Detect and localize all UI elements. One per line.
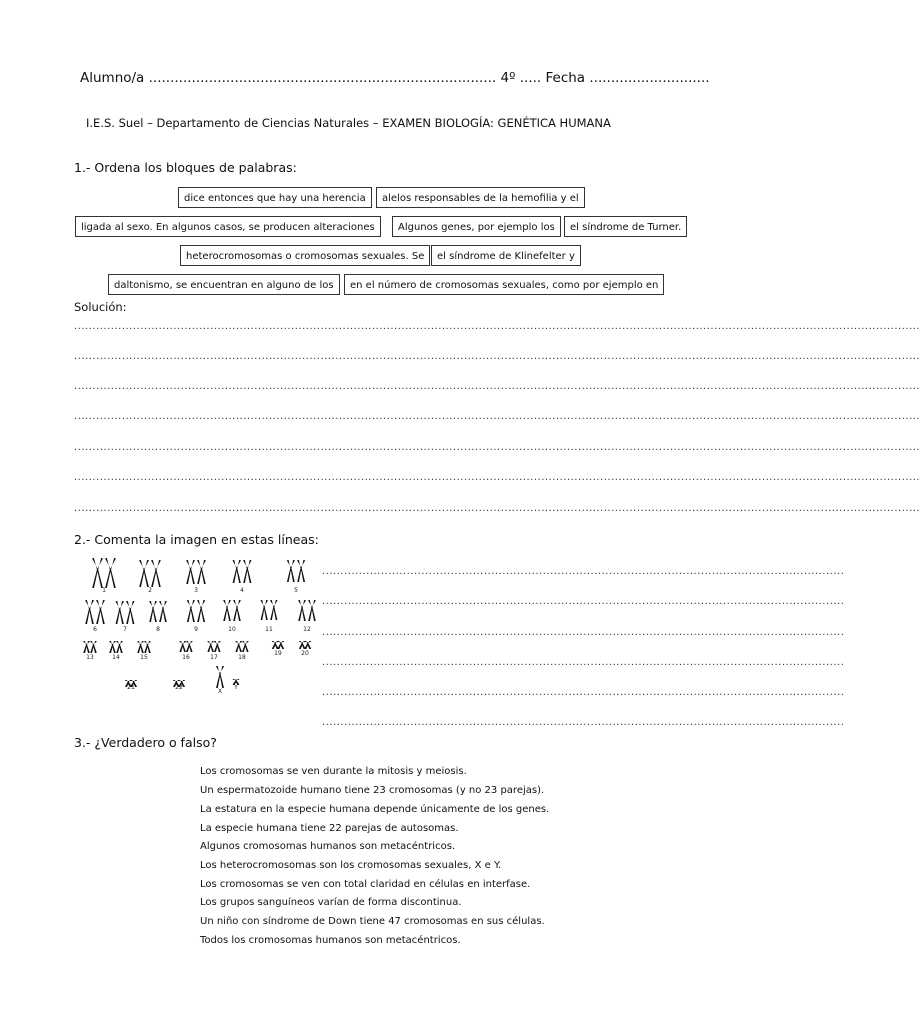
question-1-title: 1.- Ordena los bloques de palabras: [74,160,297,175]
chromosome-number: 3 [194,587,198,594]
chromosome-number: 21 [127,684,135,691]
answer-line: ...................................................................................................................................................................................................................................... [74,503,920,514]
word-block: alelos responsables de la hemofilia y el [376,187,585,208]
chromosome-number: X [217,688,223,695]
chromosome-shape [126,601,134,624]
true-false-statement: Un niño con síndrome de Down tiene 47 cromosomas en sus células. [200,916,545,927]
word-block: heterocromosomas o cromosomas sexuales. Se [180,245,430,266]
chromosome-number: 2 [148,587,152,594]
chromosome-number: 10 [228,626,236,633]
chromosome-shape [207,641,214,652]
chromosome-shape [272,641,279,649]
chromosome-number: 5 [294,587,298,594]
answer-line: ...................................................................................................................................................................................................................................... [74,411,920,422]
answer-line: ...................................................................................................................................................................................................................................... [74,381,920,392]
comment-line: .............................................................................................................................................. [322,657,845,668]
chromosome-number: 6 [93,626,97,633]
chromosome-shape [179,641,186,652]
chromosome-shape [305,641,312,649]
chromosome-shape [186,560,195,584]
chromosome-shape [139,560,149,587]
word-block: daltonismo, se encuentran en alguno de los [108,274,340,295]
chromosome-number: 16 [182,654,190,661]
chromosome-shape [270,600,277,620]
comment-line: .............................................................................................................................................. [322,687,845,698]
chromosome-shape [92,558,103,588]
comment-line: .............................................................................................................................................. [322,717,845,728]
chromosome-number: 13 [86,654,94,661]
chromosome-shape [308,600,316,621]
chromosome-shape [299,641,306,649]
chromosome-shape [233,560,241,583]
chromosome-shape [151,560,161,587]
chromosome-number: 9 [194,626,198,633]
true-false-statement: Algunos cromosomas humanos son metacéntricos. [200,841,456,852]
word-block: ligada al sexo. En algunos casos, se producen alteraciones [75,216,381,237]
word-block: el síndrome de Turner. [564,216,687,237]
school-exam-title: I.E.S. Suel – Departamento de Ciencias Naturales – EXAMEN BIOLOGÍA: GENÉTICA HUMANA [86,116,611,130]
chromosome-shape [116,601,124,624]
chromosome-shape [197,600,205,622]
chromosome-number: 22 [175,684,183,691]
comment-line: .............................................................................................................................................. [322,627,845,638]
true-false-statement: La especie humana tiene 22 parejas de autosomas. [200,823,459,834]
chromosome-shape [96,600,105,624]
chromosome-shape [297,560,305,582]
chromosome-shape [187,600,195,622]
chromosome-number: 17 [210,654,218,661]
answer-line: ...................................................................................................................................................................................................................................... [74,442,920,453]
true-false-statement: Un espermatozoide humano tiene 23 cromosomas (y no 23 parejas). [200,785,545,796]
chromosome-shape [149,601,157,622]
answer-line: ...................................................................................................................................................................................................................................... [74,351,920,362]
chromosome-number: 1 [102,587,106,594]
comment-line: .............................................................................................................................................. [322,596,845,607]
chromosome-shape [197,560,206,584]
question-3-title: 3.- ¿Verdadero o falso? [74,735,217,750]
chromosome-shape [216,666,224,688]
karyotype-image [74,556,324,701]
student-header-line: Alumno/a ................................................................................. 4º ..... Fecha ............................ [80,70,710,86]
chromosome-shape [109,641,116,653]
chromosome-shape [137,641,144,653]
chromosome-shape [83,641,90,653]
chromosome-shape [278,641,285,649]
chromosome-number: 12 [303,626,311,633]
true-false-statement: Los cromosomas se ven durante la mitosis y meiosis. [200,766,467,777]
chromosome-shape [233,600,241,621]
chromosome-number: 4 [240,587,244,594]
comment-line: .............................................................................................................................................. [322,566,845,577]
word-block: Algunos genes, por ejemplo los [392,216,561,237]
chromosome-number: 11 [265,626,273,633]
chromosome-shape [159,601,167,622]
word-block: el síndrome de Klinefelter y [431,245,581,266]
chromosome-shape [243,560,251,583]
true-false-statement: Los grupos sanguíneos varían de forma discontinua. [200,897,462,908]
chromosome-number: 20 [301,650,309,657]
chromosome-number: 7 [123,626,127,633]
chromosome-shape [223,600,231,621]
chromosome-shape [116,641,123,653]
chromosome-number: 8 [156,626,160,633]
chromosome-shape [144,641,151,653]
solution-label: Solución: [74,300,127,314]
chromosome-number: 15 [140,654,148,661]
chromosome-shape [85,600,94,624]
true-false-statement: Los cromosomas se ven con total claridad en células en interfase. [200,879,531,890]
chromosome-shape [105,558,116,588]
chromosome-number: 18 [238,654,246,661]
chromosome-shape [261,600,268,620]
chromosome-shape [298,600,306,621]
chromosome-number: 14 [112,654,120,661]
chromosome-shape [186,641,193,652]
chromosome-shape [242,641,249,652]
word-block: en el número de cromosomas sexuales, como por ejemplo en [344,274,664,295]
answer-line: ...................................................................................................................................................................................................................................... [74,321,920,332]
true-false-statement: Los heterocromosomas son los cromosomas sexuales, X e Y. [200,860,502,871]
word-block: dice entonces que hay una herencia [178,187,372,208]
question-2-title: 2.- Comenta la imagen en estas líneas: [74,532,319,547]
chromosome-shape [235,641,242,652]
chromosome-shape [214,641,221,652]
chromosome-shape [287,560,295,582]
chromosome-number: 19 [274,650,282,657]
chromosome-number: Y [234,684,238,691]
answer-line: ...................................................................................................................................................................................................................................... [74,472,920,483]
true-false-statement: Todos los cromosomas humanos son metacéntricos. [200,935,461,946]
true-false-statement: La estatura en la especie humana depende únicamente de los genes. [200,804,550,815]
chromosome-shape [90,641,97,653]
